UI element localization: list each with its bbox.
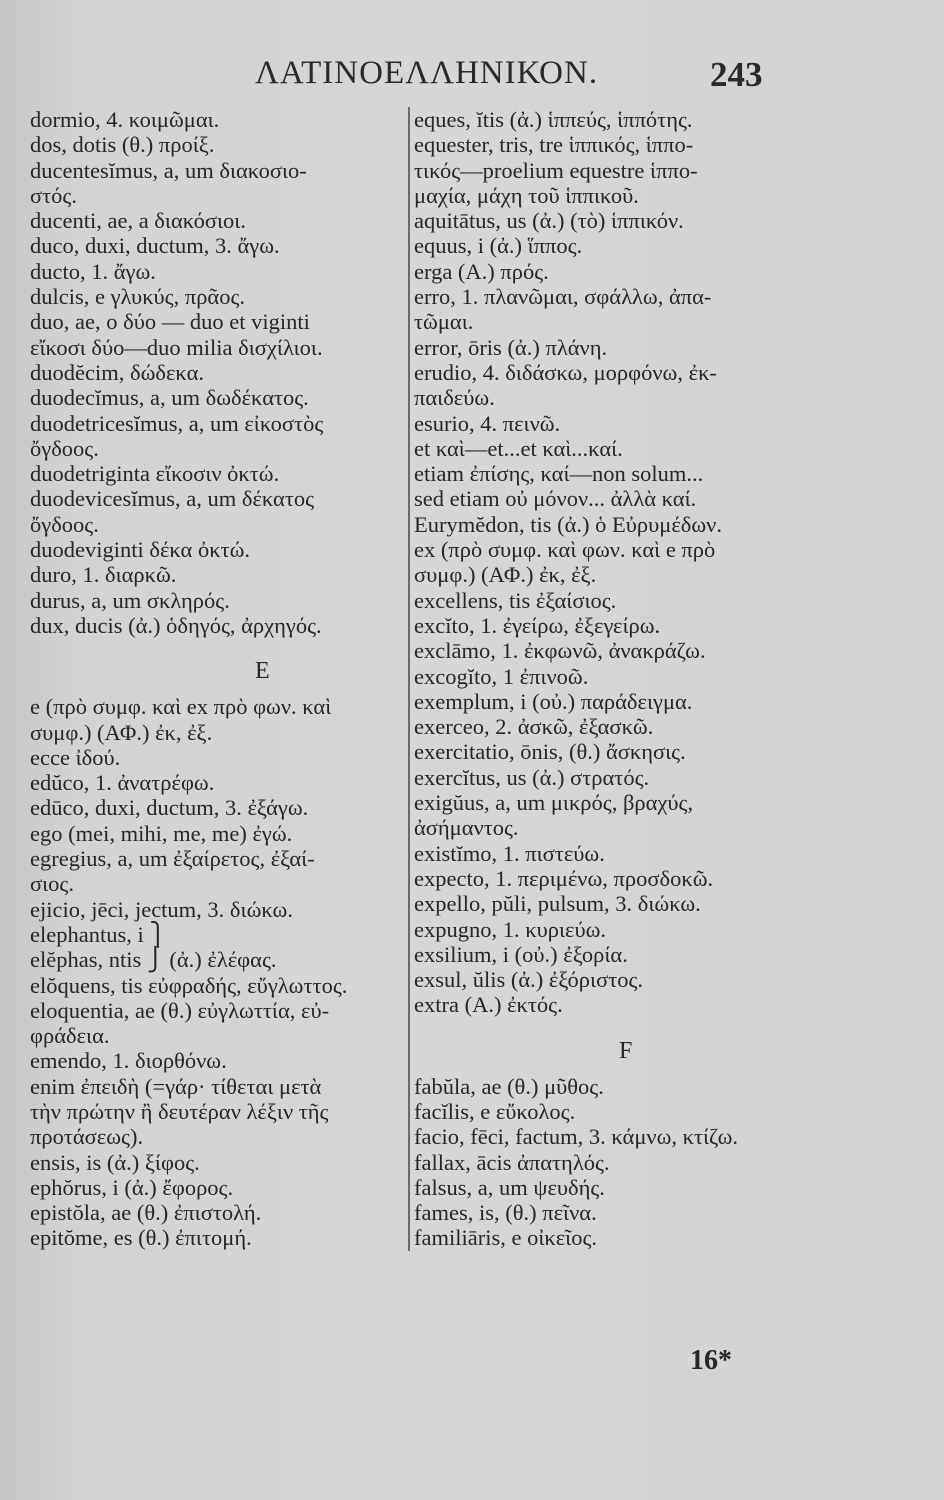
dictionary-line: expello, pŭli, pulsum, 3. διώκω.: [414, 891, 701, 917]
dictionary-line: facĭlis, e εὔκολος.: [414, 1098, 576, 1124]
dictionary-line: dormio, 4. κοιμῶμαι.: [30, 107, 220, 132]
dictionary-line: excĭto, 1. ἐγείρω, ἐξεγείρω.: [414, 612, 661, 638]
dictionary-line: duodĕcim, δώδεκα.: [30, 359, 204, 385]
dictionary-line: ephŏrus, i (ἀ.) ἔφορος.: [30, 1174, 234, 1200]
page-header: [0, 55, 944, 105]
section-heading: F: [619, 1037, 633, 1064]
dictionary-line: ὄγδοος.: [30, 435, 99, 461]
dictionary-line: σιος.: [30, 871, 74, 897]
dictionary-line: ex (πρὸ συμφ. καὶ φων. καὶ e πρὸ: [414, 537, 716, 563]
dictionary-line: ducto, 1. ἄγω.: [30, 258, 156, 284]
dictionary-line: expecto, 1. περιμένω, προσδοκῶ.: [414, 865, 714, 891]
dictionary-line: existĭmo, 1. πιστεύω.: [414, 840, 605, 866]
dictionary-line: durus, a, um σκληρός.: [30, 587, 230, 613]
dictionary-line: ὄγδοος.: [30, 511, 99, 537]
dictionary-line: eques, ĭtis (ἀ.) ἱππεύς, ἱππότης.: [414, 107, 693, 132]
dictionary-line: φράδεια.: [30, 1023, 110, 1049]
running-title: ΛΑΤΙΝΟΕΛΛΗΝΙΚΟΝ.: [255, 55, 599, 91]
dictionary-line: erga (Α.) πρός.: [414, 258, 549, 284]
dictionary-line: familiāris, e οἰκεῖος.: [414, 1225, 598, 1251]
section-heading: E: [255, 658, 270, 685]
dictionary-line: edūco, duxi, ductum, 3. ἐξάγω.: [30, 795, 309, 821]
dictionary-line: duodetriginta εἴκοσιν ὀκτώ.: [30, 461, 280, 487]
dictionary-line: συμφ.) (ΑΦ.) ἐκ, ἐξ.: [30, 719, 213, 745]
dictionary-line: expugno, 1. κυριεύω.: [414, 916, 607, 942]
dictionary-line: sed etiam οὐ μόνον... ἀλλὰ καί.: [414, 486, 697, 512]
blank-spacer: [414, 1018, 814, 1028]
dictionary-line: ducenti, ae, a διακόσιοι.: [30, 208, 246, 234]
dictionary-line: epistŏla, ae (θ.) ἐπιστολή.: [30, 1200, 262, 1226]
dictionary-line: exercĭtus, us (ἀ.) στρατός.: [414, 764, 650, 790]
dictionary-line: ejicio, jēci, jectum, 3. διώκω.: [30, 896, 293, 922]
dictionary-line: exigŭus, a, um μικρός, βραχύς,: [414, 790, 694, 816]
dictionary-line: exerceo, 2. ἀσκῶ, ἐξασκῶ.: [414, 714, 654, 740]
dictionary-line: duodetricesĭmus, a, um εἰκοστὸς: [30, 410, 324, 436]
dictionary-line: error, ōris (ἀ.) πλάνη.: [414, 334, 608, 360]
dictionary-line: aquitātus, us (ἀ.) (τὸ) ἱππικόν.: [414, 208, 684, 234]
right-column: [408, 107, 814, 1251]
dictionary-line: ducentesĭmus, a, um διακοσιο-: [30, 157, 307, 183]
dictionary-line: exercitatio, ōnis, (θ.) ἄσκησις.: [414, 739, 686, 765]
dictionary-line: et καὶ—et...et καὶ...καί.: [414, 435, 623, 461]
dictionary-line: ego (mei, mihi, me, me) ἐγώ.: [30, 820, 293, 846]
dictionary-line: exemplum, i (οὐ.) παράδειγμα.: [414, 688, 693, 714]
dictionary-line: excogĭto, 1 ἐπινοῶ.: [414, 663, 589, 689]
dictionary-line: fabŭla, ae (θ.) μῦθος.: [414, 1073, 604, 1099]
dictionary-line: emendo, 1. διορθόνω.: [30, 1048, 227, 1074]
dictionary-line: egregius, a, um ἐξαίρετος, ἐξαί-: [30, 846, 315, 872]
dictionary-line: enim ἐπειδὴ (=γάρ· τίθεται μετὰ: [30, 1073, 322, 1099]
dictionary-line: exsul, ŭlis (ἀ.) ἐξόριστος.: [414, 967, 644, 993]
dictionary-line: duco, duxi, ductum, 3. ἄγω.: [30, 233, 280, 259]
dictionary-line: Eurymĕdon, tis (ἀ.) ὁ Εὐρυμέδων.: [414, 511, 722, 537]
dictionary-line: τὴν πρώτην ἢ δευτέραν λέξιν τῆς: [30, 1098, 329, 1124]
dictionary-line: etiam ἐπίσης, καί—non solum...: [414, 461, 704, 487]
dictionary-line: edŭco, 1. ἀνατρέφω.: [30, 770, 215, 796]
dictionary-line: μαχία, μάχη τοῦ ἱππικοῦ.: [414, 182, 639, 208]
left-column: [30, 107, 415, 1251]
dictionary-line: erro, 1. πλανῶμαι, σφάλλω, ἀπα-: [414, 284, 712, 310]
dictionary-line: elephantus, i ⎫: [30, 921, 167, 947]
dictionary-line: στός.: [30, 182, 77, 208]
dictionary-line: fames, is, (θ.) πεῖνα.: [414, 1200, 597, 1226]
dictionary-line: fallax, ācis ἀπατηλός.: [414, 1149, 610, 1175]
dictionary-line: erudio, 4. διδάσκω, μορφόνω, ἐκ-: [414, 359, 717, 385]
dictionary-line: esurio, 4. πεινῶ.: [414, 410, 561, 436]
dictionary-line: dos, dotis (θ.) προίξ.: [30, 132, 215, 158]
dictionary-line: dux, ducis (ἀ.) ὁδηγός, ἀρχηγός.: [30, 612, 322, 638]
dictionary-line: equus, i (ἀ.) ἵππος.: [414, 233, 583, 259]
dictionary-line: duodevicesĭmus, a, um δέκατος: [30, 486, 315, 512]
dictionary-line: duodecĭmus, a, um δωδέκατος.: [30, 385, 309, 411]
page-number: 243: [710, 55, 763, 94]
dictionary-line: epitŏme, es (θ.) ἐπιτομή.: [30, 1225, 252, 1251]
dictionary-line: falsus, a, um ψευδής.: [414, 1174, 605, 1200]
dictionary-line: duro, 1. διαρκῶ.: [30, 562, 177, 588]
dictionary-line: equester, tris, tre ἱππικός, ἱππο-: [414, 132, 694, 158]
dictionary-line: elĕphas, ntis ⎭ (ἀ.) ἐλέφας.: [30, 947, 277, 973]
dictionary-line: excellens, tis ἐξαίσιος.: [414, 587, 617, 613]
dictionary-line: τῶμαι.: [414, 309, 474, 335]
dictionary-line: προτάσεως).: [30, 1124, 144, 1150]
dictionary-line: e (πρὸ συμφ. καὶ ex πρὸ φων. καὶ: [30, 694, 332, 720]
dictionary-line: ἀσήμαντος.: [414, 815, 519, 841]
blank-spacer: [30, 638, 415, 648]
dictionary-line: exclāmo, 1. ἐκφωνῶ, ἀνακράζω.: [414, 638, 706, 664]
dictionary-line: εἴκοσι δύο—duo milia δισχίλιοι.: [30, 334, 323, 360]
dictionary-line: exsilium, i (οὐ.) ἐξορία.: [414, 941, 628, 967]
dictionary-line: τικός—proelium equestre ἱππο-: [414, 157, 698, 183]
dictionary-line: συμφ.) (ΑΦ.) ἐκ, ἐξ.: [414, 562, 597, 588]
dictionary-line: dulcis, e γλυκύς, πρᾶος.: [30, 284, 245, 310]
signature-mark: 16*: [690, 1345, 732, 1376]
dictionary-line: duodeviginti δέκα ὀκτώ.: [30, 537, 251, 563]
dictionary-line: eloquentia, ae (θ.) εὐγλωττία, εὐ-: [30, 997, 330, 1023]
dictionary-line: παιδεύω.: [414, 385, 495, 411]
dictionary-line: ensis, is (ἀ.) ξίφος.: [30, 1149, 200, 1175]
dictionary-line: extra (Α.) ἐκτός.: [414, 992, 563, 1018]
dictionary-line: elŏquens, tis εὐφραδής, εὔγλωττος.: [30, 972, 348, 998]
dictionary-line: duo, ae, o δύο — duo et viginti: [30, 309, 310, 335]
dictionary-line: facio, fēci, factum, 3. κάμνω, κτίζω.: [414, 1124, 738, 1150]
dictionary-line: ecce ἰδού.: [30, 744, 121, 770]
